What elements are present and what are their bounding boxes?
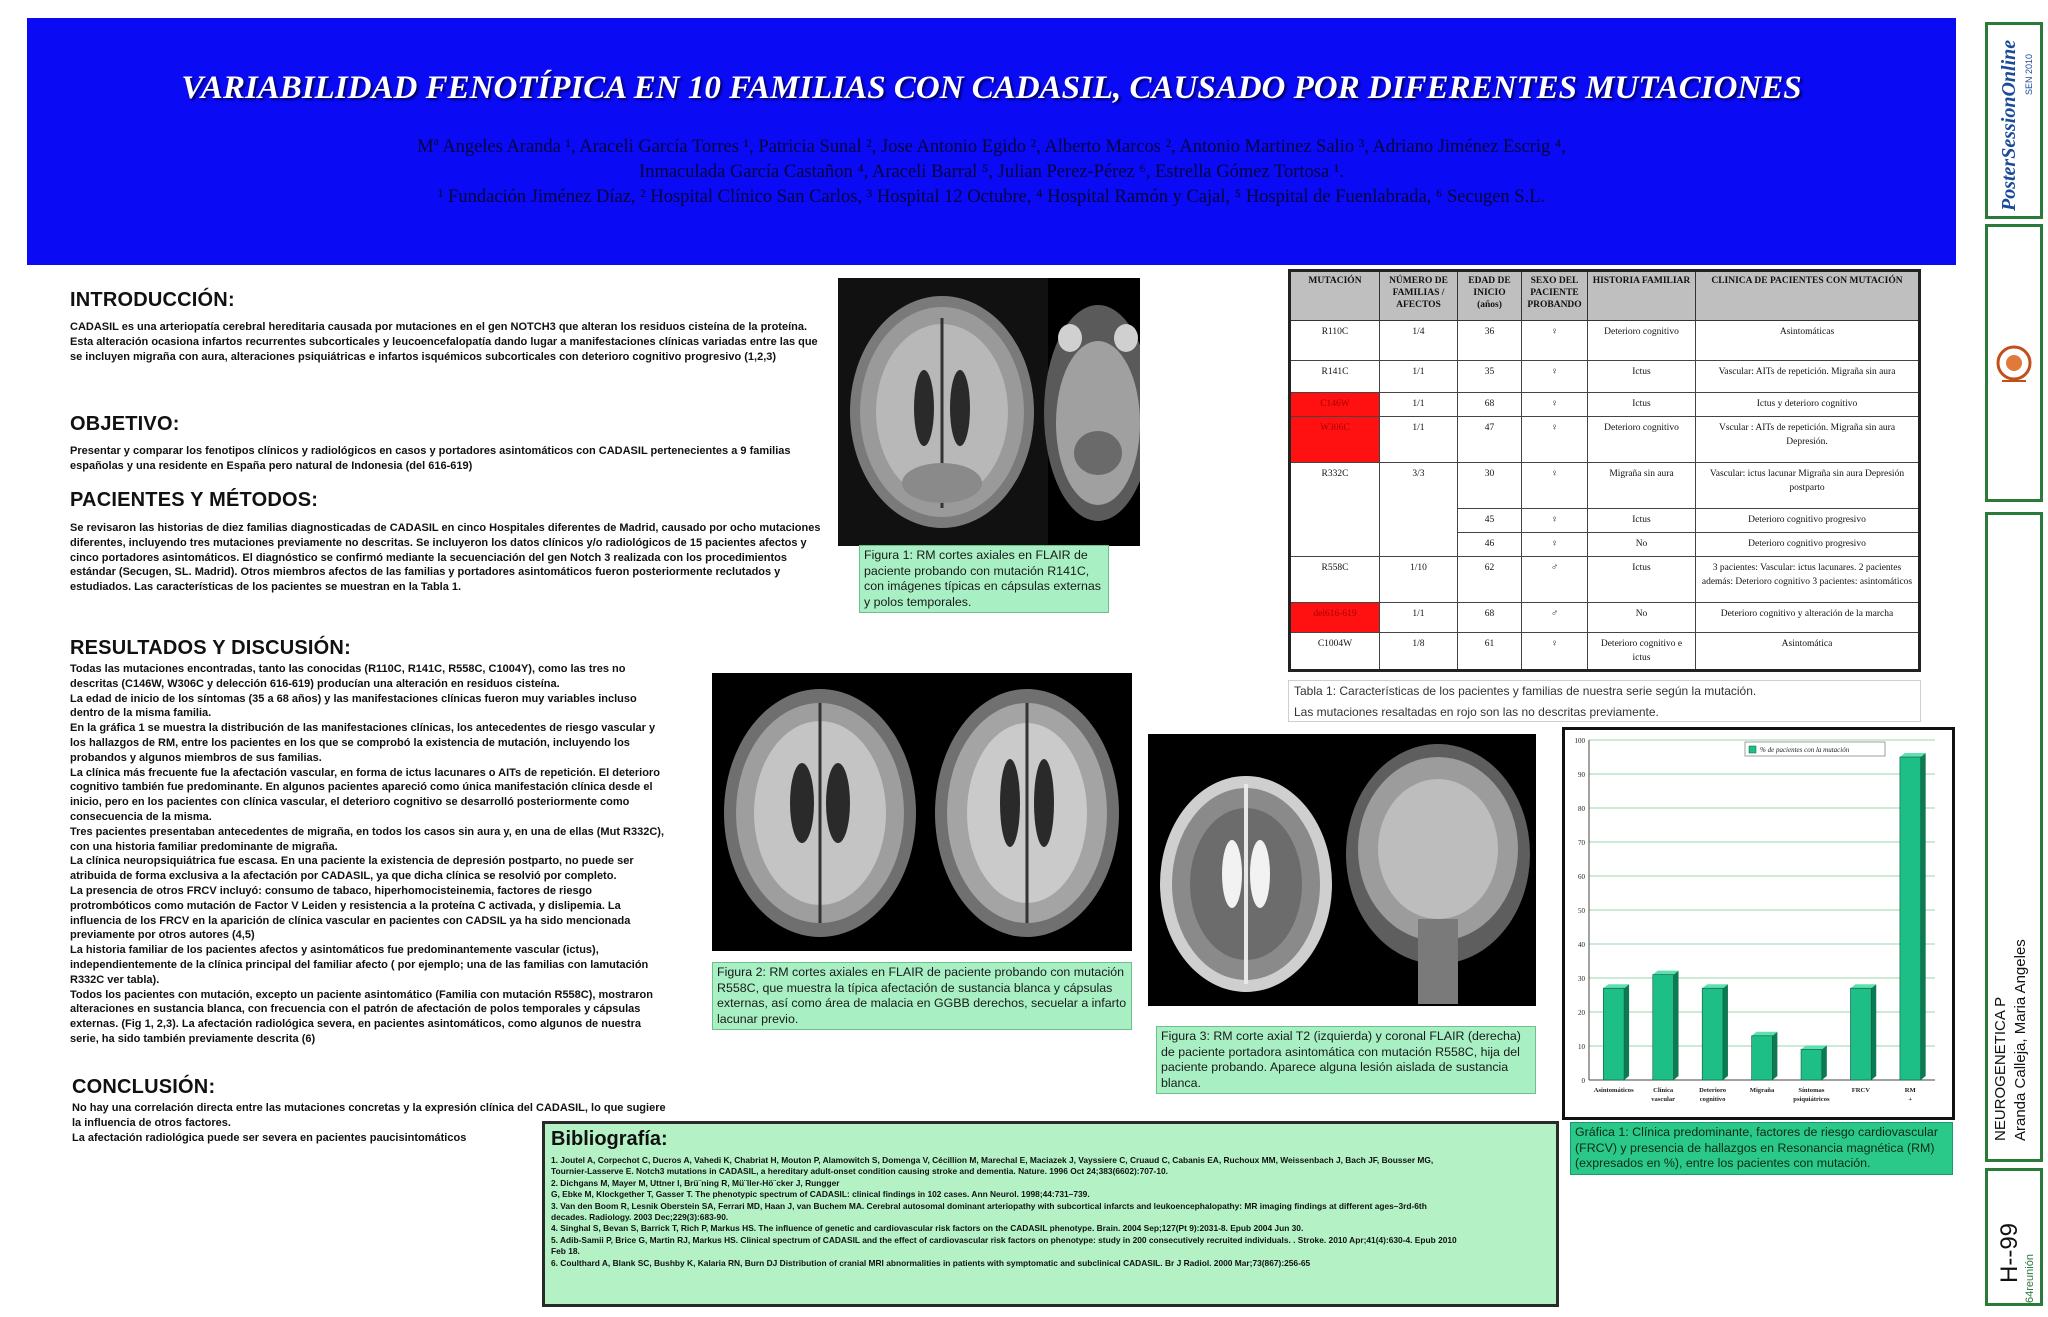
bar-side <box>1624 984 1629 1080</box>
y-tick-label: 30 <box>1578 975 1585 983</box>
sex-cell: ♀ <box>1522 633 1588 671</box>
resultados-paragraph: La presencia de otros FRCV incluyó: consumo de tabaco, hiperhomocisteinemia, factores de riesgo protrombóticos como mutación de Factor V Leiden y resistencia a la proteína C activada, y dislipemia. La influencia de los FRCV en la aparición de clínica vascular en pacientes con CADSIL ya ha sido mencionada previamente por otros autores (4,5) <box>70 884 631 942</box>
families-cell <box>1380 509 1458 533</box>
table-row <box>1290 463 1920 509</box>
families-cell: 3/3 <box>1380 463 1458 509</box>
legend-label: % de pacientes con la mutación <box>1760 746 1850 754</box>
x-tick-label: vascular <box>1651 1096 1676 1103</box>
figure-1-caption: Figura 1: RM cortes axiales en FLAIR de paciente probando con mutación R141C, con imágenes típicas en cápsulas externas y polos temporales. <box>859 545 1109 613</box>
poster-id-label: H--99 <box>1996 1222 2023 1283</box>
bar-side <box>1921 753 1926 1080</box>
clinic-cell: Vscular : AITs de repetición. Migraña sin aura Depresión. <box>1696 417 1920 463</box>
clinic-cell: Asintomáticas <box>1696 321 1920 361</box>
bar-side <box>1822 1045 1827 1080</box>
y-tick-label: 0 <box>1581 1077 1585 1085</box>
sex-cell: ♀ <box>1522 509 1588 533</box>
authors-block <box>27 135 1956 210</box>
clinic-cell: Vascular: AITs de repetición. Migraña sin aura <box>1696 361 1920 393</box>
history-cell: Ictus <box>1588 557 1696 603</box>
sex-cell: ♀ <box>1522 533 1588 557</box>
figure-2-caption: Figura 2: RM cortes axiales en FLAIR de paciente probando con mutación R558C, que muestra la típica afectación de sustancia blanca y cápsulas externas, así como área de malacia en GGBB derechos, secuelar a infarto lacunar previo. <box>712 962 1132 1030</box>
figure-3-caption: Figura 3: RM corte axial T2 (izquierda) y coronal FLAIR (derecha) de paciente portadora asintomática con mutación R558C, hija del paciente probando. Aparece alguna lesión aislada de sustancia blanca. <box>1156 1026 1536 1094</box>
logo-subtitle: SEN 2010 <box>2024 53 2034 95</box>
clinic-cell: Deterioro cognitivo progresivo <box>1696 509 1920 533</box>
age-cell: 45 <box>1458 509 1522 533</box>
sex-cell: ♂ <box>1522 603 1588 633</box>
y-tick-label: 40 <box>1578 941 1585 949</box>
families-cell: 1/1 <box>1380 361 1458 393</box>
bibliography-line: 2. Dichgans M, Mayer M, Uttner I, Brü¨ning R, Mü¨ller-Hö¨cker J, Rungger <box>551 1177 840 1188</box>
bibliography-line: 4. Singhal S, Bevan S, Barrick T, Rich P, Markus HS. The influence of genetic and cardiovascular risk factors on the CADASIL phenotype. Brain. 2004 Sep;127(Pt 9):2031-8. Epub 2004 Jun 30. <box>551 1223 1304 1234</box>
figure-2-image <box>712 673 1132 951</box>
history-cell: Deterioro cognitivo e ictus <box>1588 633 1696 671</box>
pacientes-heading: PACIENTES Y MÉTODOS: <box>70 489 319 511</box>
chart-caption: Gráfica 1: Clínica predominante, factores de riesgo cardiovascular (FRCV) y presencia de hallazgos en Resonancia magnética (RM) (expresados en %), entre los pacientes con mutación. <box>1570 1122 1953 1175</box>
clinic-cell: Asintomática <box>1696 633 1920 671</box>
age-cell: 68 <box>1458 393 1522 417</box>
age-cell: 47 <box>1458 417 1522 463</box>
x-tick-label: + <box>1908 1096 1913 1103</box>
y-tick-label: 70 <box>1578 839 1585 847</box>
table-header: NÚMERO DE FAMILIAS / AFECTOS <box>1380 271 1458 321</box>
bibliography-line: 6. Coulthard A, Blank SC, Bushby K, Kalaria RN, Burn DJ Distribution of cranial MRI abnormalities in patients with symptomatic and subclinical CADASIL. Br J Radiol. 2000 Mar;73(867):256-65 <box>551 1257 1311 1268</box>
bibliography-line: 5. Adib-Samii P, Brice G, Martin RJ, Markus HS. Clinical spectrum of CADASIL and the effect of cardiovascular risk factors on phenotype: study in 200 consecutively recruited individuals. . Stroke. 2010 Apr;41(4):630-4. Epub 2010 <box>551 1234 1457 1245</box>
resultados-heading: RESULTADOS Y DISCUSIÓN: <box>70 637 351 659</box>
poster-session-logo: PosterSessionOnline <box>1998 39 2020 211</box>
history-cell: Ictus <box>1588 393 1696 417</box>
bar <box>1801 1049 1822 1080</box>
bibliography-line: G, Ebke M, Klockgether T, Gasser T. The phenotypic spectrum of CADASIL: clinical findings in 102 cases. Ann Neurol. 1998;44:731–739. <box>551 1189 1090 1200</box>
bibliography-line: 3. Van den Boom R, Lesnik Oberstein SA, Ferrari MD, Haan J, van Buchem MA. Cerebral autosomal dominant arteriopathy with subcortical infarcts and leukoencephalopathy: MR imaging findings at different ages–3rd-6th <box>551 1200 1427 1211</box>
bar-side <box>1871 984 1876 1080</box>
table-row <box>1290 393 1920 417</box>
history-cell: Ictus <box>1588 509 1696 533</box>
families-cell: 1/1 <box>1380 603 1458 633</box>
mutation-cell: del616-619 <box>1290 603 1380 633</box>
age-cell: 46 <box>1458 533 1522 557</box>
mutation-cell: W306C <box>1290 417 1380 463</box>
x-tick-label: FRCV <box>1851 1087 1871 1094</box>
history-cell: Deterioro cognitivo <box>1588 417 1696 463</box>
conclusion-line: No hay una correlación directa entre las mutaciones concretas y la expresión clínica del CADASIL, lo que sugiere la influencia de otros factores. <box>72 1102 666 1129</box>
y-tick-label: 50 <box>1578 907 1585 915</box>
age-cell: 68 <box>1458 603 1522 633</box>
figure-1-image <box>838 278 1140 546</box>
bar-side <box>1674 971 1679 1080</box>
y-tick-label: 80 <box>1578 805 1585 813</box>
authors-line-2: Inmaculada García Castañon ⁴, Araceli Barral ⁵, Julian Perez-Pérez ⁶, Estrella Gómez Tortosa ¹. <box>639 162 1344 182</box>
mutation-cell <box>1290 509 1380 533</box>
objetivo-heading: OBJETIVO: <box>70 413 180 435</box>
bar-chart <box>1565 730 1952 1117</box>
age-cell: 61 <box>1458 633 1522 671</box>
x-tick-label: psiquiátricos <box>1793 1096 1830 1103</box>
table-caption-line: Tabla 1: Características de los pacientes y familias de nuestra serie según la mutación. <box>1294 684 1757 698</box>
bar <box>1653 975 1674 1080</box>
mutations-table <box>1288 269 1921 672</box>
sex-cell: ♀ <box>1522 321 1588 361</box>
society-emblem-icon <box>1988 335 2040 395</box>
author-label: Aranda Calleja, Maria Angeles <box>2012 939 2029 1141</box>
resultados-text <box>70 662 672 1047</box>
conclusion-line: La afectación radiológica puede ser severa en pacientes paucisintomáticos <box>72 1131 467 1144</box>
title-banner <box>27 18 1956 265</box>
resultados-paragraph: Todos los pacientes con mutación, excepto un paciente asintomático (Familia con mutación R558C), mostraron alteraciones en sustancia blanca, con frecuencia con el patrón de afectación de polos temporales y cápsulas externas. (Fig 1, 2,3). La afectación radiológica severa, en pacientes asintomáticos, como algunos de nuestra serie, ha sido también previamente descrita (6) <box>70 988 653 1045</box>
table-row <box>1290 361 1920 393</box>
clinic-cell: Ictus y deterioro cognitivo <box>1696 393 1920 417</box>
table-header: MUTACIÓN <box>1290 271 1380 321</box>
mutation-cell: R110C <box>1290 321 1380 361</box>
legend-swatch <box>1749 746 1756 753</box>
clinic-cell: Deterioro cognitivo progresivo <box>1696 533 1920 557</box>
mutation-cell: R558C <box>1290 557 1380 603</box>
families-cell: 1/10 <box>1380 557 1458 603</box>
resultados-paragraph: La clínica neuropsiquiátrica fue escasa. En una paciente la existencia de depresión postparto, no puede ser atribuida de forma exclusiva a la afectación por CADASIL, ya que dicha clínica se resolvió por completo. <box>70 855 634 883</box>
age-cell: 36 <box>1458 321 1522 361</box>
families-cell: 1/4 <box>1380 321 1458 361</box>
clinic-cell: Vascular: ictus lacunar Migraña sin aura Depresión postparto <box>1696 463 1920 509</box>
y-tick-label: 10 <box>1578 1043 1585 1051</box>
mutation-cell: C146W <box>1290 393 1380 417</box>
resultados-paragraph: Tres pacientes presentaban antecedentes de migraña, en todos los casos sin aura y, en una de ellas (Mut R332C), con una historia familiar predominante de migraña. <box>70 825 664 853</box>
logo-box[interactable] <box>1985 22 2043 219</box>
introduccion-heading: INTRODUCCIÓN: <box>70 289 235 311</box>
sex-cell: ♀ <box>1522 417 1588 463</box>
bibliography-line: Feb 18. <box>551 1246 580 1257</box>
families-cell: 1/8 <box>1380 633 1458 671</box>
poster-id-box <box>1985 1168 2043 1306</box>
bibliography-line: Tournier-Lasserve E. Notch3 mutations in CADASIL, a hereditary adult-onset condition causing stroke and dementia. Nature. 1996 Oct 24;383(6602):707-10. <box>551 1166 1168 1177</box>
y-tick-label: 100 <box>1574 737 1585 745</box>
bibliography-line: decades. Radiology. 2003 Dec;229(3):683-90. <box>551 1212 729 1223</box>
x-tick-label: RM <box>1904 1087 1916 1094</box>
table-row <box>1290 633 1920 671</box>
chart-frame <box>1562 727 1955 1120</box>
y-tick-label: 90 <box>1578 771 1585 779</box>
bar-side <box>1723 984 1728 1080</box>
x-tick-label: Clínica <box>1653 1087 1674 1094</box>
table-row <box>1290 557 1920 603</box>
introduccion-text: CADASIL es una arteriopatía cerebral hereditaria causada por mutaciones en el gen NOTCH3 que alteran los residuos cisteína de la proteína. Esta alteración ocasiona infartos recurrentes subcorticales y leucoencefalopatía dando lugar a manifestaciones clínicas variadas entre las que se incluyen migraña con aura, alteraciones psiquiátricas e infartos isquémicos subcorticales con deterioro cognitivo progresivo (1,2,3) <box>70 321 818 363</box>
pacientes-text: Se revisaron las historias de diez familias diagnosticadas de CADASIL en cinco Hospitales diferentes de Madrid, causado por ocho mutaciones diferentes, incluyendo tres mutaciones previamente no descritas. Se incluyeron los datos clínicos y/o radiológicos de 15 pacientes afectos y cinco portadores asintomáticos. El diagnóstico se confirmó mediante la secuenciación del gen Notch 3 realizada con los procedimientos estándar (Secugen, SL. Madrid). Otros miembros afectos de las familias y portadores asintomáticos fueron posteriormente reclutados y estudiados. Las características de los pacientes se muestran en la Tabla 1. <box>70 522 821 594</box>
figure-3-image <box>1148 734 1536 1006</box>
x-tick-label: Deterioro <box>1699 1087 1727 1094</box>
sex-cell: ♀ <box>1522 463 1588 509</box>
category-label: NEUROGENETICA P <box>1992 996 2009 1141</box>
footer-label: 64reunión <box>2024 1254 2036 1303</box>
history-cell: Deterioro cognitivo <box>1588 321 1696 361</box>
sex-cell: ♀ <box>1522 393 1588 417</box>
table-header: CLINICA DE PACIENTES CON MUTACIÓN <box>1696 271 1920 321</box>
mutation-cell: C1004W <box>1290 633 1380 671</box>
resultados-paragraph: La historia familiar de los pacientes afectos y asintomáticos fue predominantemente vascular (ictus), independientemente de la clínica principal del familiar afecto ( por ejemplo; una de las familias con lamutación R332C ver tabla). <box>70 944 649 986</box>
bibliography-heading: Bibliografía: <box>551 1128 668 1150</box>
table-row <box>1290 509 1920 533</box>
bar-side <box>1772 1032 1777 1080</box>
brain-mri-icon <box>838 278 1140 546</box>
x-tick-label: Síntomas <box>1798 1087 1825 1094</box>
authors-line-1: Mª Angeles Aranda ¹, Araceli García Torres ¹, Patricia Sunal ², Jose Antonio Egido ², Alberto Marcos ², Antonio Martinez Salio ³, Adriano Jiménez Escrig ⁴, <box>417 137 1566 157</box>
age-cell: 30 <box>1458 463 1522 509</box>
x-tick-label: Migraña <box>1749 1087 1775 1094</box>
y-tick-label: 60 <box>1578 873 1585 881</box>
bar <box>1603 988 1624 1080</box>
age-cell: 35 <box>1458 361 1522 393</box>
families-cell: 1/1 <box>1380 417 1458 463</box>
y-tick-label: 20 <box>1578 1009 1585 1017</box>
bar <box>1850 988 1871 1080</box>
table-header: EDAD DE INICIO (años) <box>1458 271 1522 321</box>
mutation-cell: R332C <box>1290 463 1380 509</box>
poster-title: VARIABILIDAD FENOTÍPICA EN 10 FAMILIAS CON CADASIL, CAUSADO POR DIFERENTES MUTACIONES <box>181 70 1802 106</box>
table-header: HISTORIA FAMILIAR <box>1588 271 1696 321</box>
age-cell: 62 <box>1458 557 1522 603</box>
table-header: SEXO DEL PACIENTE PROBANDO <box>1522 271 1588 321</box>
history-cell: Migraña sin aura <box>1588 463 1696 509</box>
clinic-cell: 3 pacientes: Vascular: ictus lacunares. 2 pacientes además: Deterioro cognitivo 3 pacientes: asintomáticos <box>1696 557 1920 603</box>
poster-info-box <box>1985 512 2043 1162</box>
x-tick-label: Asintomáticos <box>1593 1087 1634 1094</box>
conclusion-heading: CONCLUSIÓN: <box>72 1076 216 1098</box>
sex-cell: ♂ <box>1522 557 1588 603</box>
sex-cell: ♀ <box>1522 361 1588 393</box>
history-cell: Ictus <box>1588 361 1696 393</box>
x-tick-label: cognitivo <box>1699 1096 1726 1103</box>
mutation-cell: R141C <box>1290 361 1380 393</box>
resultados-paragraph: La edad de inicio de los síntomas (35 a 68 años) y las manifestaciones clínicas fueron muy variables incluso dentro de la misma familia. <box>70 692 637 720</box>
bibliography-box <box>542 1121 1559 1307</box>
families-cell: 1/1 <box>1380 393 1458 417</box>
resultados-paragraph: Todas las mutaciones encontradas, tanto las conocidas (R110C, R141C, R558C, C1004Y), como las tres no descritas (C146W, W306C y delección 616-619) producían una alteración en residuos cisteína. <box>70 663 626 690</box>
table-row <box>1290 533 1920 557</box>
bar <box>1752 1036 1773 1080</box>
brain-mri-icon <box>712 673 1132 951</box>
table-row <box>1290 603 1920 633</box>
table-header-row <box>1290 271 1920 321</box>
society-logo-box <box>1985 224 2043 502</box>
history-cell: No <box>1588 533 1696 557</box>
table-caption <box>1288 680 1921 722</box>
objetivo-text: Presentar y comparar los fenotipos clínicos y radiológicos en casos y portadores asintomáticos con CADASIL pertenecientes a 9 familias españolas y una residente en España pero natural de Indonesia (del 616-619) <box>70 445 791 472</box>
brain-mri-icon <box>1148 734 1536 1006</box>
history-cell: No <box>1588 603 1696 633</box>
resultados-paragraph: La clínica más frecuente fue la afectación vascular, en forma de ictus lacunares o AITs de repetición. El deterioro cognitivo también fue predominante. En algunos pacientes apareció como única manifestación clínica desde el inicio, pero en los pacientes con clínica vascular, el deterioro cognitivo se desarrolló posteriormente como consecuencia de la misma. <box>70 766 660 823</box>
table-row <box>1290 417 1920 463</box>
bar <box>1702 988 1723 1080</box>
bibliography-line: 1. Joutel A, Corpechot C, Ducros A, Vahedi K, Chabriat H, Mouton P, Alamowitch S, Domenga V, Cécillion M, Marechal E, Maciazek J, Vayssiere C, Cruaud C, Cabanis EA, Ruchoux MM, Weissenbach J, Bach JF, Bousser MG, <box>551 1155 1434 1165</box>
mutation-cell <box>1290 533 1380 557</box>
families-cell <box>1380 533 1458 557</box>
resultados-paragraph: En la gráfica 1 se muestra la distribución de las manifestaciones clínicas, los antecedentes de riesgo vascular y los hallazgos de RM, entre los pacientes en los que se comprobó la existencia de mutación, incluyendo los probandos y algunos miembros de sus familias. <box>70 722 656 764</box>
table-row <box>1290 321 1920 361</box>
affiliations-line: ¹ Fundación Jiménez Díaz, ² Hospital Clínico San Carlos, ³ Hospital 12 Octubre, ⁴ Hospital Ramón y Cajal, ⁵ Hospital de Fuenlabrada, ⁶ Secugen S.L. <box>437 187 1546 207</box>
bar <box>1900 757 1921 1080</box>
clinic-cell: Deterioro cognitivo y alteración de la marcha <box>1696 603 1920 633</box>
table-caption-line: Las mutaciones resaltadas en rojo son las no descritas previamente. <box>1294 705 1659 719</box>
